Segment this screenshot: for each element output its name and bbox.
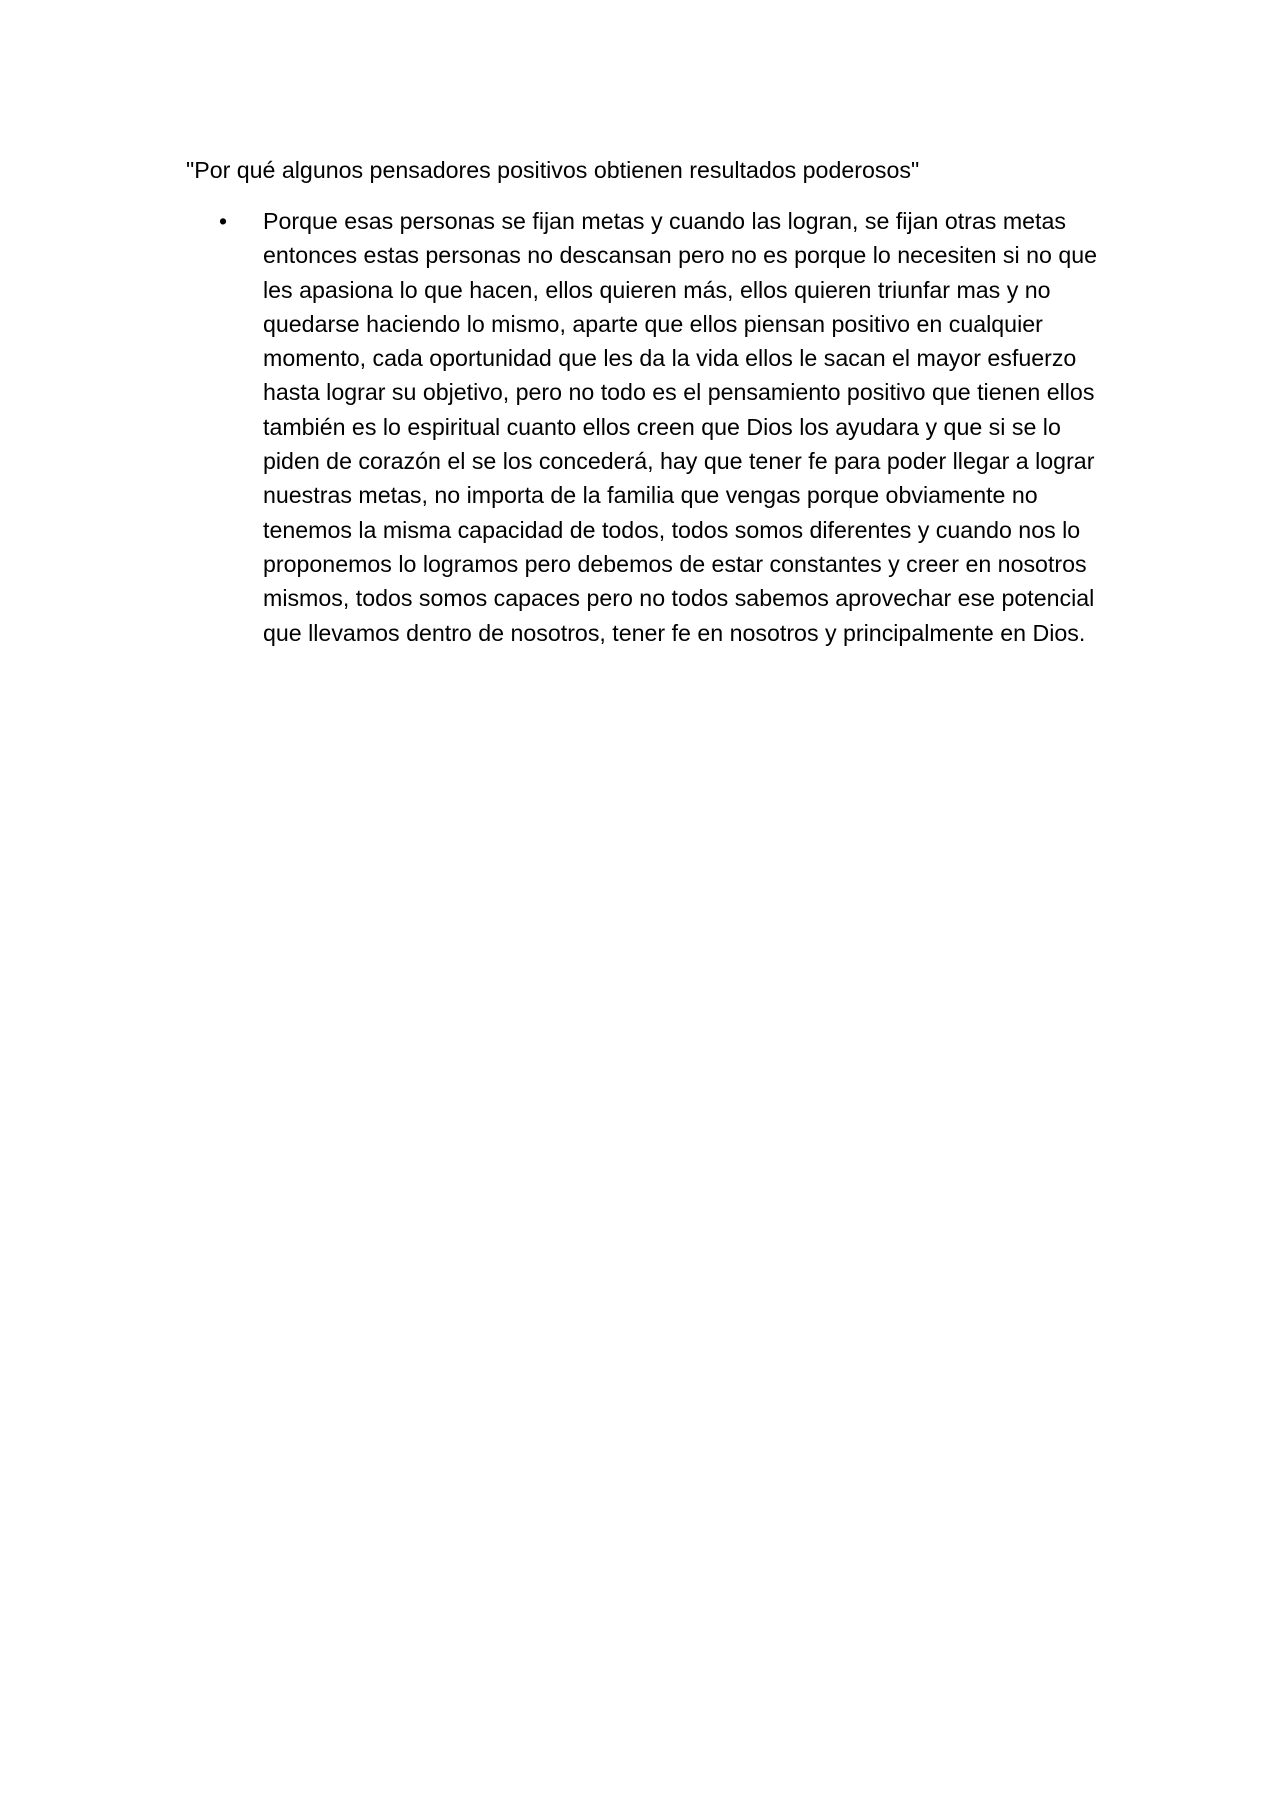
list-item xyxy=(186,204,1106,650)
document-body xyxy=(186,153,1106,650)
bullet-icon: • xyxy=(219,208,228,234)
bullet-list xyxy=(186,204,1106,650)
document-title: "Por qué algunos pensadores positivos obtienen resultados poderosos" xyxy=(186,157,920,183)
paragraph-text: Porque esas personas se fijan metas y cuando las logran, se fijan otras metas entonces estas personas no descansan pero no es porque lo necesiten si no que les apasiona lo que hacen, ellos quieren más, ellos quieren triunfar mas y no quedarse haciendo lo mismo, aparte que ellos piensan positivo en cualquier momento, cada oportunidad que les da la vida ellos le sacan el mayor esfuerzo hasta lograr su objetivo, pero no todo es el pensamiento positivo que tienen ellos también es lo espiritual cuanto ellos creen que Dios los ayudara y que si se lo piden de corazón el se los concederá, hay que tener fe para poder llegar a lograr nuestras metas, no importa de la familia que vengas porque obviamente no tenemos la misma capacidad de todos, todos somos diferentes y cuando nos lo proponemos lo logramos pero debemos de estar constantes y creer en nosotros mismos, todos somos capaces pero no todos sabemos aprovechar ese potencial que llevamos dentro de nosotros, tener fe en nosotros y principalmente en Dios. xyxy=(263,208,1098,646)
